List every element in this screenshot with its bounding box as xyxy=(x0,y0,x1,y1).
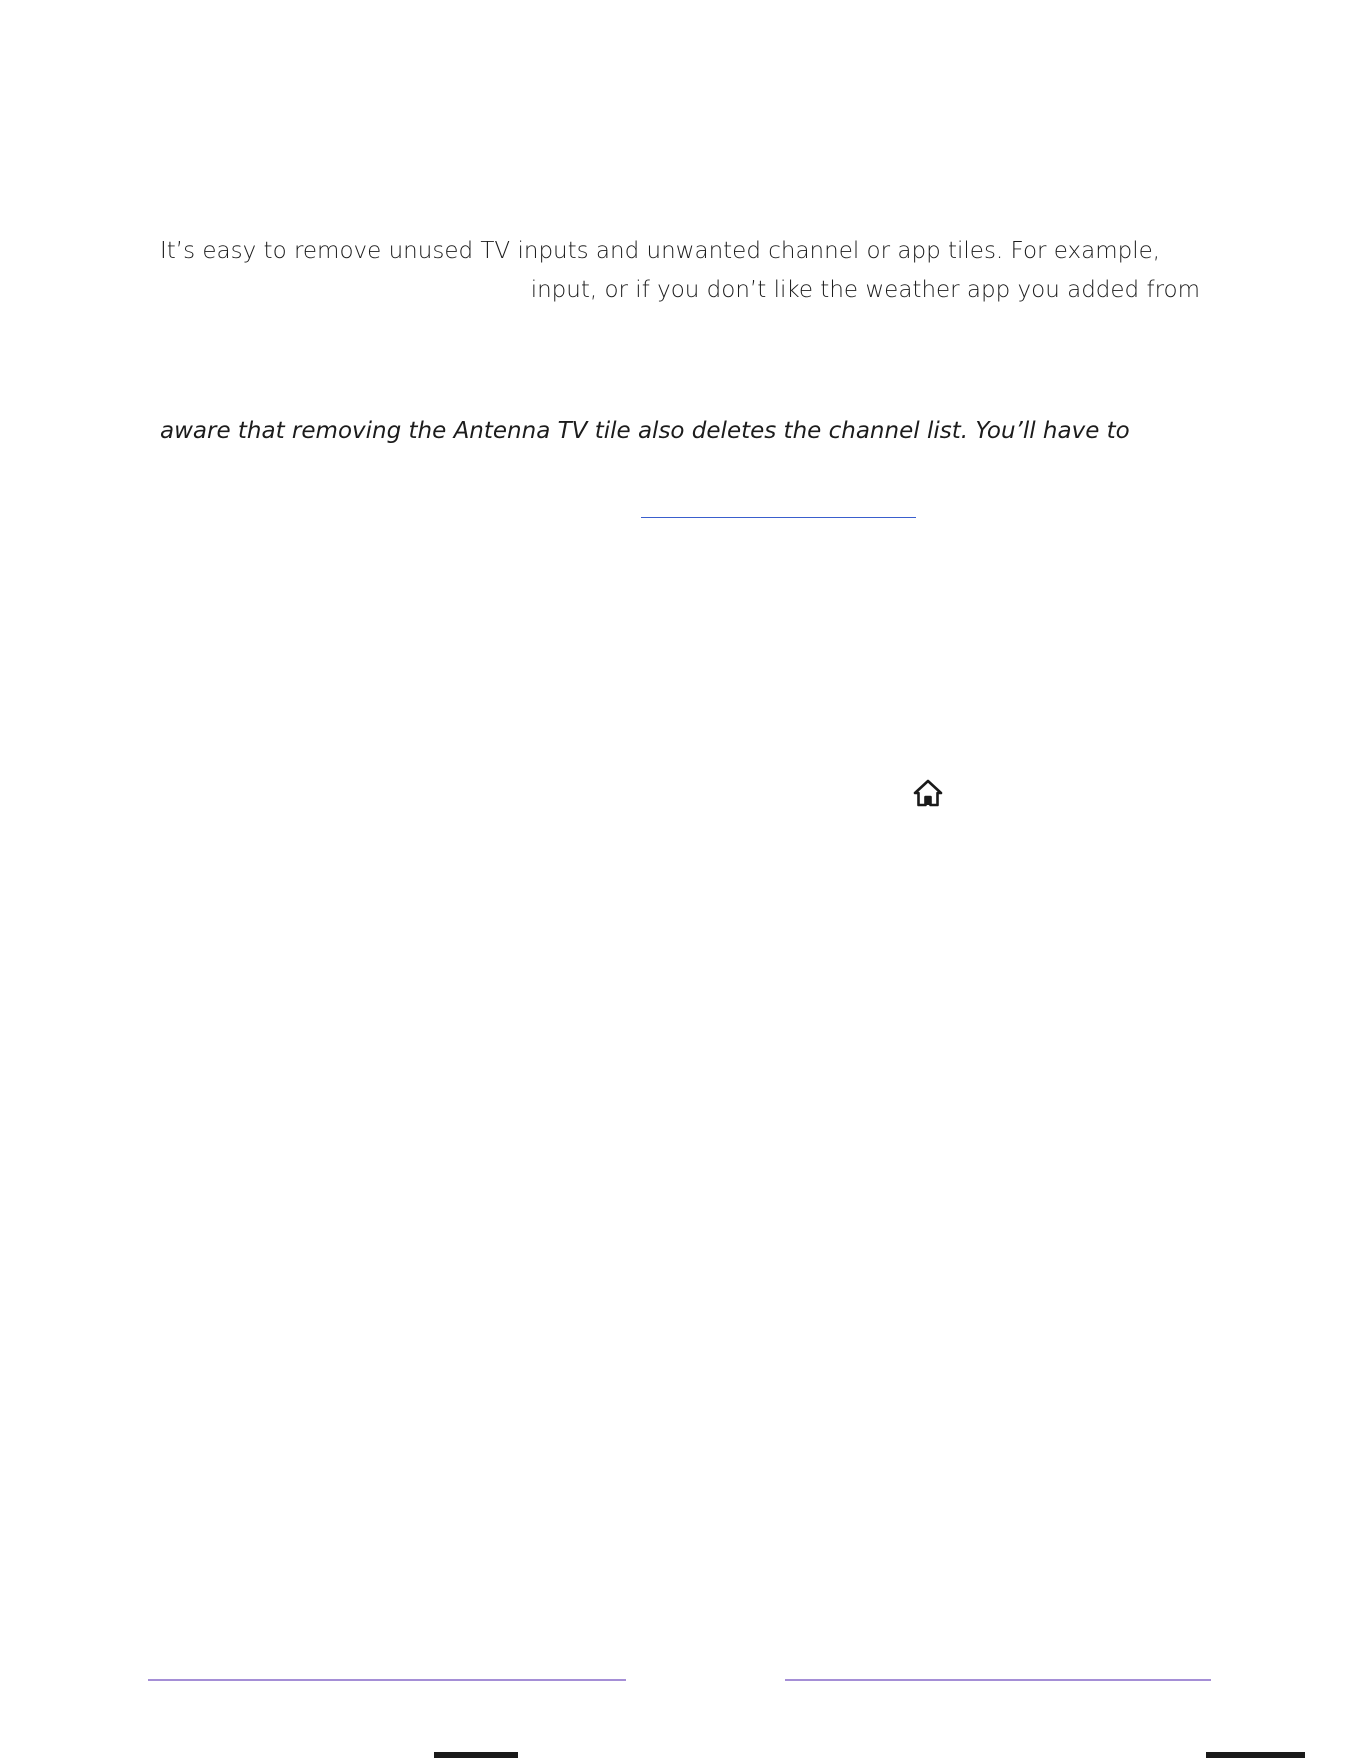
hyperlink-underline[interactable] xyxy=(641,517,916,518)
paragraph-line-2: input, or if you don’t like the weather app you added from xyxy=(530,277,1200,303)
footer-rule-left xyxy=(148,1679,626,1681)
home-icon xyxy=(913,779,943,807)
cut-off-footer-mark xyxy=(1206,1752,1305,1758)
cut-off-footer-mark xyxy=(434,1752,518,1758)
footer-rule-right xyxy=(785,1679,1211,1681)
paragraph-line-1: It’s easy to remove unused TV inputs and unwanted channel or app tiles. For example, xyxy=(160,238,1161,264)
note-line: aware that removing the Antenna TV tile also deletes the channel list. You’ll have to xyxy=(160,418,1130,444)
